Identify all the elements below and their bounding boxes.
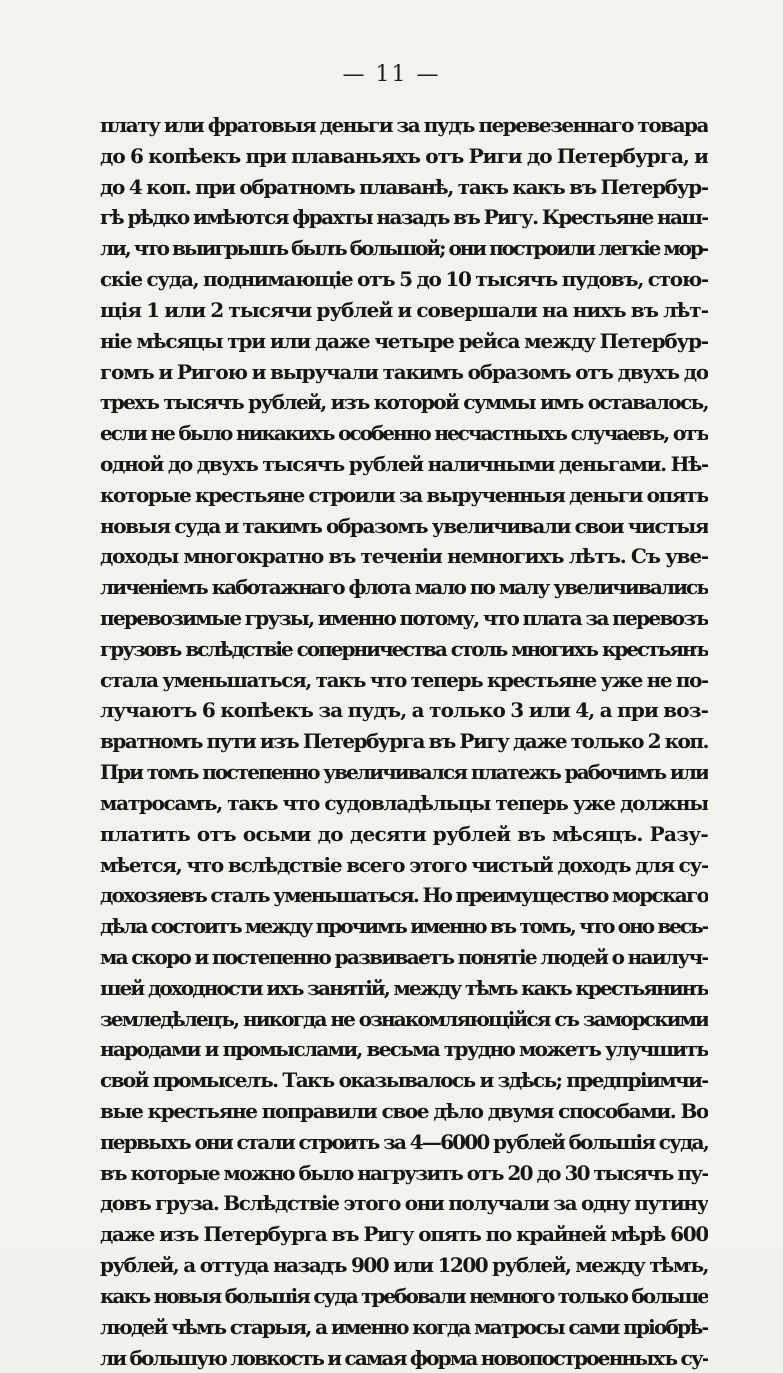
text-line: При томъ постепенно увеличивался платежъ рабочимъ или (100, 757, 708, 788)
text-line: первыхъ они стали строить за 4—6000 рублей большія суда, (100, 1127, 708, 1158)
text-line: довъ груза. Вслѣдствіе этого они получали за одну путину (100, 1188, 708, 1219)
text-line: въ которые можно было нагрузить отъ 20 до 30 тысячъ пу- (100, 1158, 708, 1189)
text-line: людей чѣмъ старыя, а именно когда матросы сами пріобрѣ- (100, 1312, 708, 1343)
text-line: стала уменьшаться, такъ что теперь крестьяне уже не по- (100, 665, 708, 696)
text-line: если не было никакихъ особенно несчастныхъ случаевъ, отъ (100, 418, 708, 449)
text-line: новыя суда и такимъ образомъ увеличивали свои чистыя (100, 511, 708, 542)
text-line: плату или фратовыя деньги за пудъ перевезеннаго товара (100, 110, 708, 141)
text-line: скіе суда, поднимающіе отъ 5 до 10 тысячъ пудовъ, стою- (100, 264, 708, 295)
text-line: дѣла состоитъ между прочимъ именно въ томъ, что оно весь- (100, 911, 708, 942)
text-line: грузовъ вслѣдствіе соперничества столь многихъ крестьянъ (100, 634, 708, 665)
text-line: дохозяевъ сталъ уменьшаться. Но преимущество морскаго (100, 880, 708, 911)
text-line: гомъ и Ригою и выручали такимъ образомъ отъ двухъ до (100, 357, 708, 388)
text-line: ніе мѣсяцы три или даже четыре рейса между Петербур- (100, 326, 708, 357)
text-line: которые крестьяне строили за вырученныя деньги опять (100, 480, 708, 511)
text-line: матросамъ, такъ что судовладѣльцы теперь уже должны (100, 788, 708, 819)
text-line: ма скоро и постепенно развиваетъ понятіе людей о наилуч- (100, 942, 708, 973)
text-line: какъ новыя большія суда требовали немного только больше (100, 1281, 708, 1312)
text-line: доходы многократно въ теченіи немногихъ лѣтъ. Съ уве- (100, 541, 708, 572)
text-line: земледѣлецъ, никогда не ознакомляющійся съ заморскими (100, 1004, 708, 1035)
text-line: вые крестьяне поправили свое дѣло двумя способами. Во (100, 1096, 708, 1127)
text-line: ли большую ловкость и самая форма новопостроенныхъ су- (100, 1343, 708, 1373)
text-line: до 4 коп. при обратномъ плаванѣ, такъ какъ въ Петербур- (100, 172, 708, 203)
text-line: трехъ тысячъ рублей, изъ которой суммы имъ оставалось, (100, 387, 708, 418)
text-line: лучаютъ 6 копѣекъ за пудъ, а только 3 или 4, а при воз- (100, 695, 708, 726)
text-line: платить отъ осьми до десяти рублей въ мѣсяцъ. Разу- (100, 819, 708, 850)
text-line: перевозимые грузы, именно потому, что плата за перевозъ (100, 603, 708, 634)
body-text (100, 110, 708, 1373)
page-number: — 11 — (0, 62, 783, 87)
text-line: до 6 копѣекъ при плаваньяхъ отъ Риги до Петербурга, и (100, 141, 708, 172)
text-line: свой промыселъ. Такъ оказывалось и здѣсь; предпріимчи- (100, 1065, 708, 1096)
text-line: народами и промыслами, весьма трудно можетъ улучшить (100, 1034, 708, 1065)
text-line: ли, что выигрышъ былъ большой; они построили легкіе мор- (100, 233, 708, 264)
text-line: вратномъ пути изъ Петербурга въ Ригу даже только 2 коп. (100, 726, 708, 757)
text-line: шей доходности ихъ занятій, между тѣмъ какъ крестьянинъ (100, 973, 708, 1004)
text-line: личеніемъ каботажнаго флота мало по малу увеличивались (100, 572, 708, 603)
text-line: даже изъ Петербурга въ Ригу опять по крайней мѣрѣ 600 (100, 1219, 708, 1250)
text-line: мѣется, что вслѣдствіе всего этого чистый доходъ для су- (100, 850, 708, 881)
text-line: щія 1 или 2 тысячи рублей и совершали на нихъ въ лѣт- (100, 295, 708, 326)
text-line: одной до двухъ тысячъ рублей наличными деньгами. Нѣ- (100, 449, 708, 480)
text-line: гѣ рѣдко имѣются фрахты назадъ въ Ригу. Крестьяне наш- (100, 202, 708, 233)
text-line: рублей, а оттуда назадъ 900 или 1200 рублей, между тѣмъ, (100, 1250, 708, 1281)
